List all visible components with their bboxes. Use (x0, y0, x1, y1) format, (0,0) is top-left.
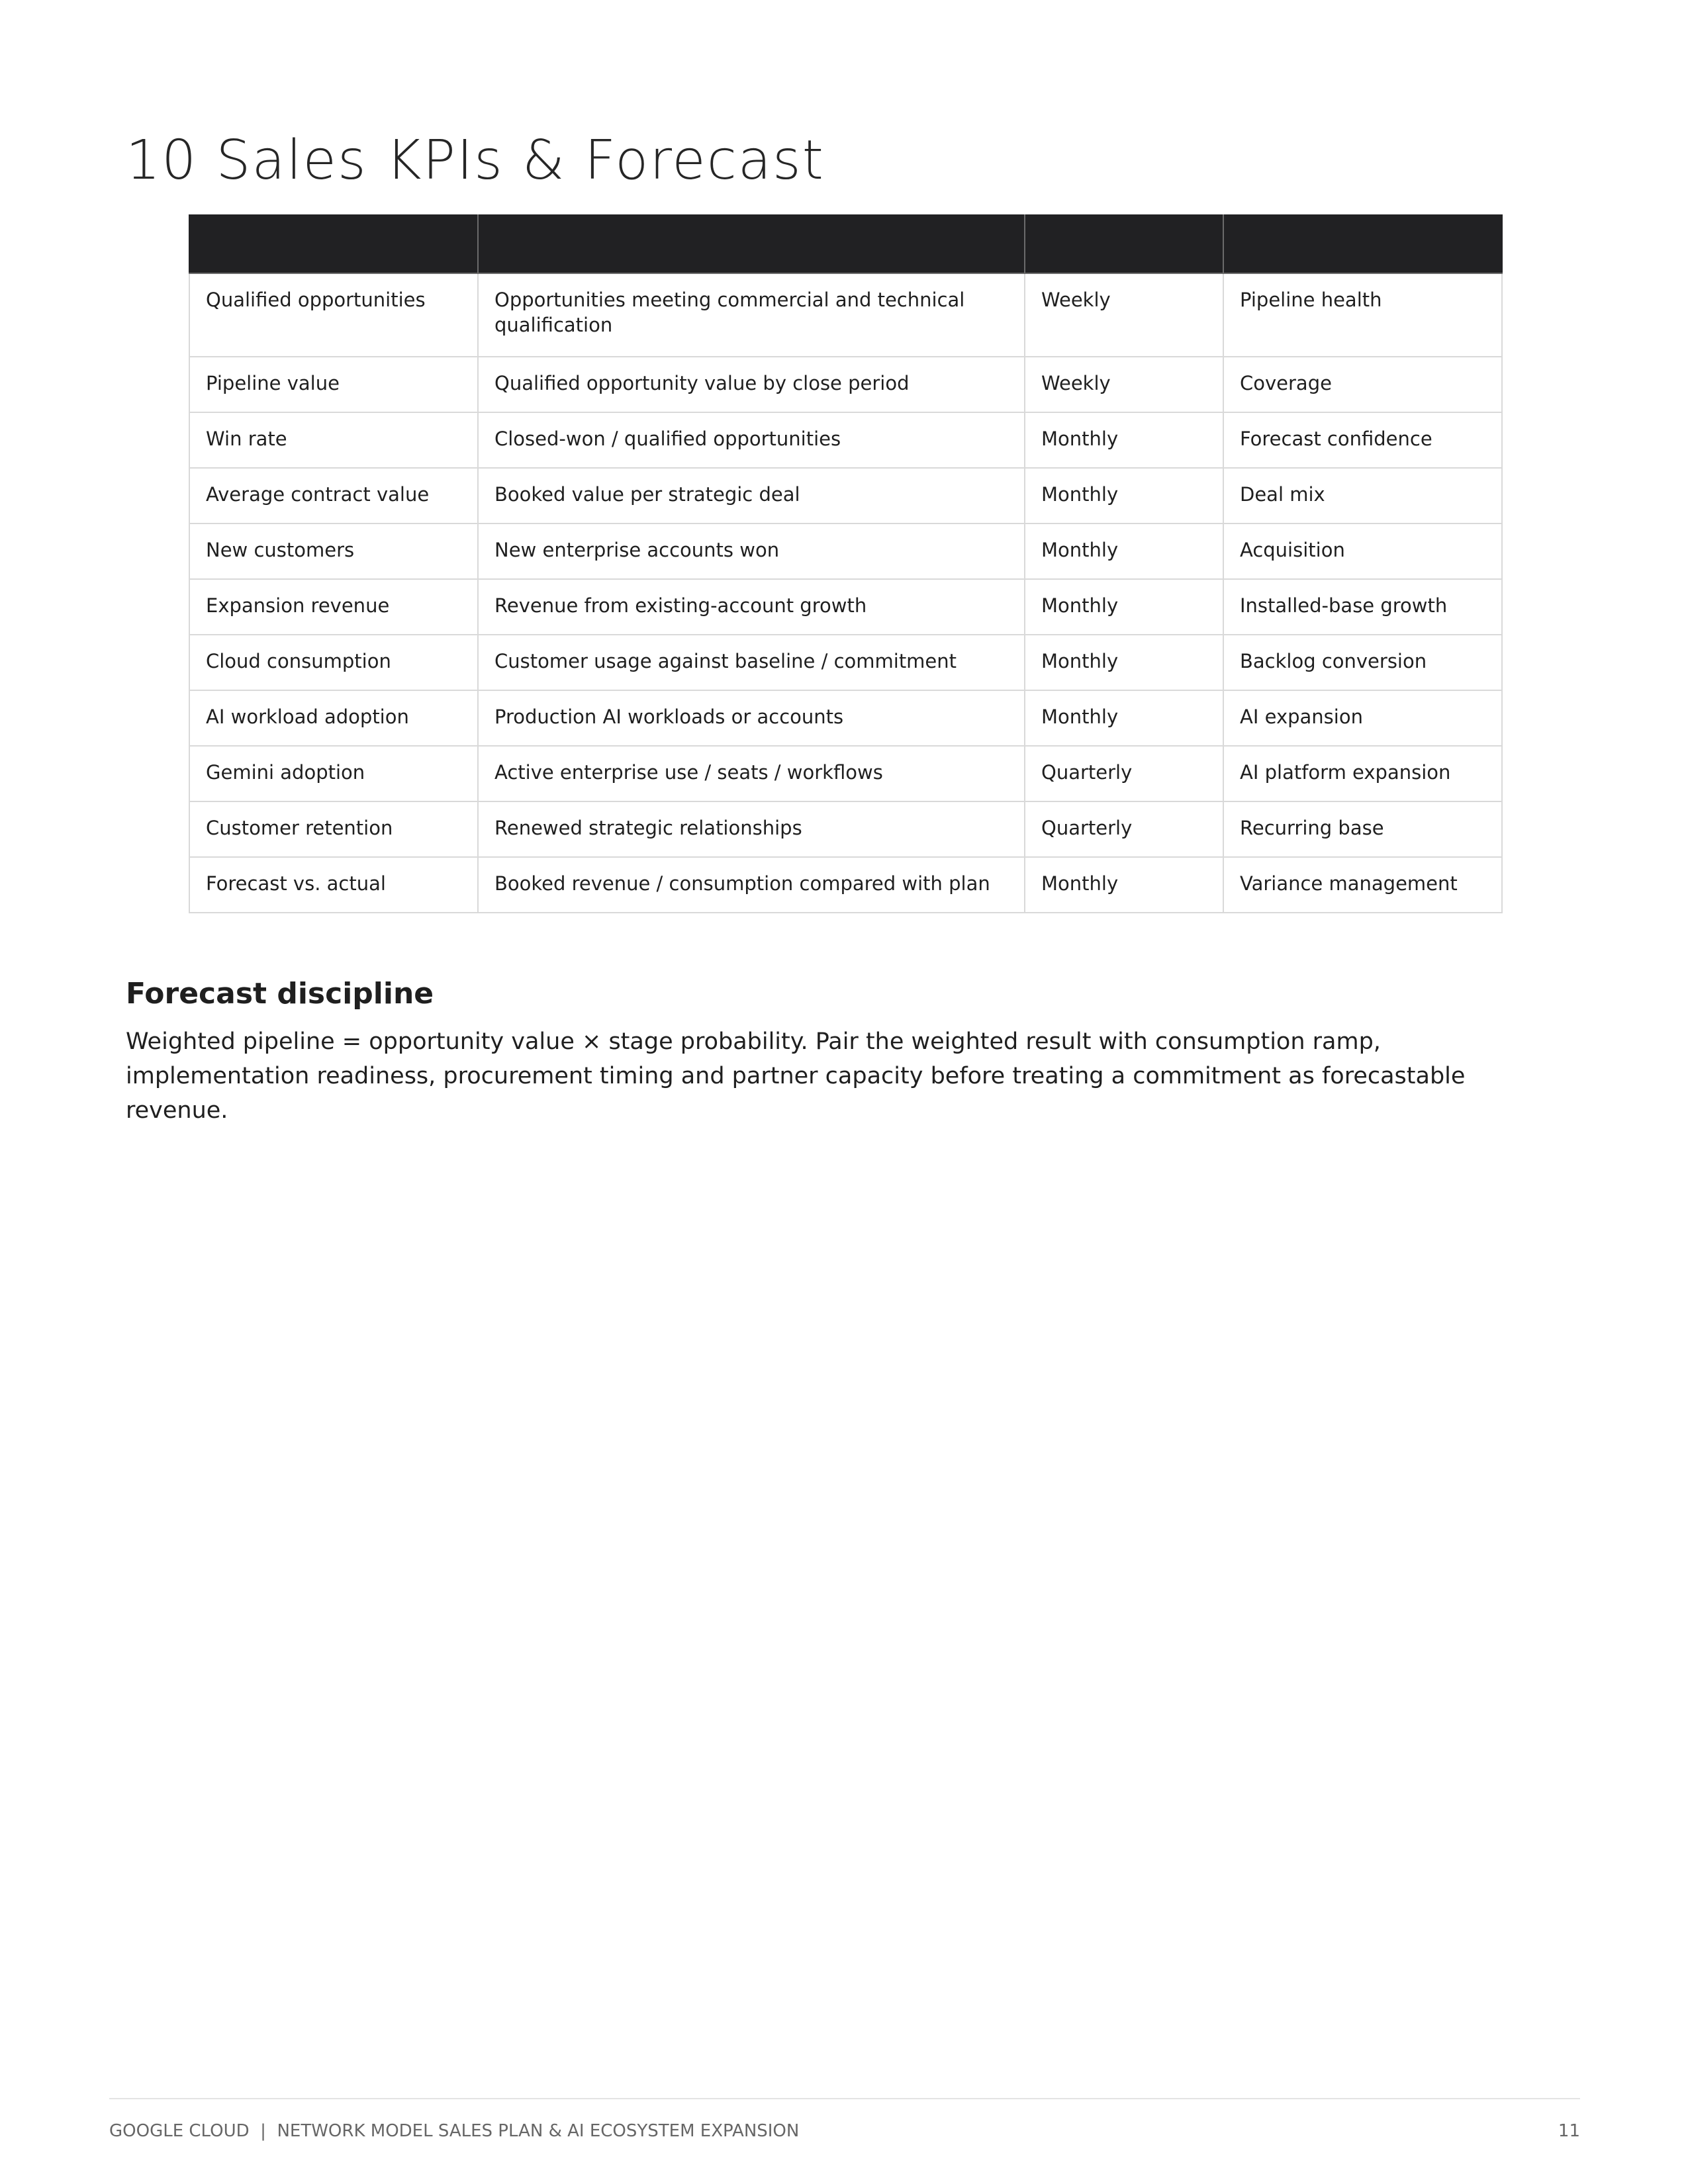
table-header (189, 215, 1502, 273)
table-row (189, 468, 1502, 523)
kpi-frequency: Monthly (1025, 468, 1223, 523)
page-title: 10 Sales KPIs & Forecast (126, 129, 825, 192)
kpi-name: AI workload adoption (189, 690, 478, 746)
kpi-purpose: Coverage (1223, 357, 1502, 412)
kpi-purpose: Deal mix (1223, 468, 1502, 523)
kpi-purpose: Recurring base (1223, 801, 1502, 857)
kpi-frequency: Monthly (1025, 857, 1223, 913)
table-row (189, 357, 1502, 412)
footer-divider (109, 2098, 1580, 2099)
kpi-name: Customer retention (189, 801, 478, 857)
table-row (189, 801, 1502, 857)
kpi-name: Pipeline value (189, 357, 478, 412)
kpi-frequency: Monthly (1025, 579, 1223, 635)
table-row (189, 746, 1502, 801)
kpi-definition: Active enterprise use / seats / workflows (478, 746, 1025, 801)
kpi-definition: Production AI workloads or accounts (478, 690, 1025, 746)
table-body (189, 273, 1502, 913)
kpi-purpose: AI expansion (1223, 690, 1502, 746)
kpi-definition: Closed-won / qualified opportunities (478, 412, 1025, 468)
section-heading: Forecast discipline (126, 977, 434, 1011)
table-row (189, 523, 1502, 579)
kpi-definition: Opportunities meeting commercial and technical qualification (478, 273, 1025, 357)
kpi-name: Forecast vs. actual (189, 857, 478, 913)
table-row (189, 635, 1502, 690)
kpi-name: Gemini adoption (189, 746, 478, 801)
footer-text: GOOGLE CLOUD | NETWORK MODEL SALES PLAN & AI ECOSYSTEM EXPANSION (109, 2121, 800, 2141)
header-cell-3 (1025, 215, 1223, 273)
kpi-definition: Booked value per strategic deal (478, 468, 1025, 523)
table-row (189, 579, 1502, 635)
kpi-purpose: Installed-base growth (1223, 579, 1502, 635)
kpi-name: Expansion revenue (189, 579, 478, 635)
kpi-definition: Revenue from existing-account growth (478, 579, 1025, 635)
kpi-definition: Booked revenue / consumption compared with plan (478, 857, 1025, 913)
kpi-frequency: Weekly (1025, 357, 1223, 412)
kpi-purpose: Forecast confidence (1223, 412, 1502, 468)
table-row (189, 273, 1502, 357)
kpi-name: Cloud consumption (189, 635, 478, 690)
kpi-definition: New enterprise accounts won (478, 523, 1025, 579)
table-row (189, 412, 1502, 468)
header-cell-4 (1223, 215, 1502, 273)
kpi-name: New customers (189, 523, 478, 579)
table-header-row (189, 215, 1502, 273)
kpi-purpose: Pipeline health (1223, 273, 1502, 357)
kpi-frequency: Quarterly (1025, 801, 1223, 857)
kpi-definition: Renewed strategic relationships (478, 801, 1025, 857)
kpi-table (189, 214, 1503, 913)
kpi-purpose: Backlog conversion (1223, 635, 1502, 690)
kpi-name: Qualified opportunities (189, 273, 478, 357)
section-body: Weighted pipeline = opportunity value × stage probability. Pair the weighted result with consumption ramp, implementation readiness, procurement timing and partner capacity before treating a commitment as forecastable revenue. (126, 1028, 1466, 1124)
header-cell-1 (189, 215, 478, 273)
table-row (189, 690, 1502, 746)
kpi-frequency: Quarterly (1025, 746, 1223, 801)
kpi-definition: Customer usage against baseline / commitment (478, 635, 1025, 690)
page-number: 11 (1558, 2121, 1580, 2141)
table-row (189, 857, 1502, 913)
kpi-definition: Qualified opportunity value by close period (478, 357, 1025, 412)
kpi-purpose: Acquisition (1223, 523, 1502, 579)
kpi-name: Win rate (189, 412, 478, 468)
kpi-frequency: Monthly (1025, 523, 1223, 579)
kpi-frequency: Monthly (1025, 635, 1223, 690)
kpi-name: Average contract value (189, 468, 478, 523)
kpi-frequency: Monthly (1025, 412, 1223, 468)
header-cell-2 (478, 215, 1025, 273)
kpi-frequency: Weekly (1025, 273, 1223, 357)
kpi-frequency: Monthly (1025, 690, 1223, 746)
kpi-purpose: Variance management (1223, 857, 1502, 913)
kpi-purpose: AI platform expansion (1223, 746, 1502, 801)
